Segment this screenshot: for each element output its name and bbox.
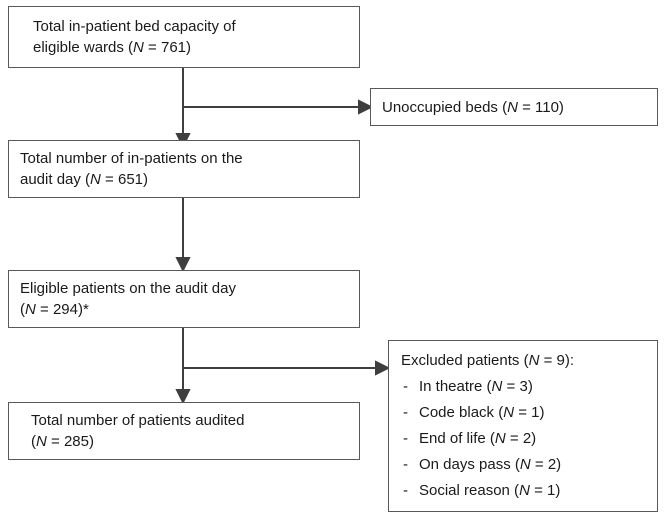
box-unoccupied-beds-text: [382, 97, 564, 118]
excluded-item-text: [419, 374, 533, 400]
box-eligible-patients: [8, 270, 360, 328]
label-fragment: Code black (: [419, 404, 504, 421]
box-bed-capacity: [8, 6, 360, 68]
n-symbol: N: [36, 433, 47, 450]
n-symbol: N: [507, 98, 518, 116]
n-symbol: N: [25, 301, 36, 318]
label-fragment: = 3): [502, 378, 533, 395]
excluded-item-text: [419, 400, 545, 426]
label-fragment: Eligible patients on the audit day: [20, 280, 236, 297]
label-fragment: Total number of patients audited: [31, 412, 245, 429]
box-patients-audited-text: [31, 410, 244, 452]
excluded-item-text: [419, 478, 560, 504]
text-line: [20, 169, 243, 190]
label-fragment: = 110): [517, 98, 564, 116]
text-line: [33, 37, 236, 58]
excluded-item-bullet: -: [403, 482, 408, 499]
label-fragment: Unoccupied beds (: [382, 98, 508, 116]
box-excluded-patients-text: [401, 348, 574, 504]
box-patients-audited: [8, 402, 360, 460]
excluded-item-bullet: -: [403, 378, 408, 395]
label-fragment: In theatre (: [419, 378, 492, 395]
label-fragment: = 651): [100, 171, 149, 188]
excluded-item: [401, 426, 574, 452]
label-fragment: eligible wards (: [33, 39, 134, 56]
box-inpatients-audit-day-text: [20, 148, 243, 190]
label-fragment: = 2): [505, 430, 537, 447]
excluded-item-bullet: -: [403, 430, 408, 447]
label-fragment: audit day (: [20, 171, 91, 188]
label-fragment: Total number of in-patients on the: [20, 150, 243, 167]
label-fragment: = 285): [46, 433, 94, 450]
label-fragment: = 761): [143, 39, 192, 56]
excluded-item: [401, 478, 574, 504]
text-line: [31, 410, 244, 431]
arrowhead-eligible-to-audited: [177, 390, 189, 402]
text-line: [20, 299, 236, 320]
box-inpatients-audit-day: [8, 140, 360, 198]
label-fragment: End of life (: [419, 430, 495, 447]
text-line: [20, 278, 236, 299]
n-symbol: N: [528, 352, 540, 369]
text-line: [33, 16, 236, 37]
excluded-item-bullet: -: [403, 456, 408, 473]
label-fragment: (: [20, 301, 25, 318]
arrowhead-inpatients-to-eligible: [177, 258, 189, 270]
n-symbol: N: [133, 39, 144, 56]
n-symbol: N: [90, 171, 101, 188]
excluded-item-text: [419, 426, 536, 452]
label-fragment: = 1): [514, 404, 545, 421]
excluded-item-text: [419, 452, 561, 478]
box-eligible-patients-text: [20, 278, 236, 320]
label-fragment: = 294)*: [35, 301, 89, 318]
n-symbol: N: [503, 404, 515, 421]
excluded-title: [401, 348, 574, 374]
label-fragment: Excluded patients (: [401, 352, 529, 369]
label-fragment: = 9):: [539, 352, 575, 369]
excluded-item-bullet: -: [403, 404, 408, 421]
label-fragment: (: [31, 433, 36, 450]
excluded-item: [401, 452, 574, 478]
label-fragment: Total in-patient bed capacity of: [33, 18, 236, 35]
n-symbol: N: [519, 482, 530, 499]
box-excluded-patients: [388, 340, 658, 512]
arrowhead-branch-excluded: [376, 362, 388, 374]
excluded-item: [401, 374, 574, 400]
text-line: [31, 431, 244, 452]
box-bed-capacity-text: [33, 16, 236, 58]
label-fragment: On days pass (: [419, 456, 520, 473]
label-fragment: = 2): [530, 456, 562, 473]
label-fragment: = 1): [529, 482, 561, 499]
n-symbol: N: [519, 456, 531, 473]
label-fragment: Social reason (: [419, 482, 520, 499]
excluded-item: [401, 400, 574, 426]
text-line: [20, 148, 243, 169]
n-symbol: N: [494, 430, 506, 447]
box-unoccupied-beds: [370, 88, 658, 126]
n-symbol: N: [491, 378, 503, 395]
